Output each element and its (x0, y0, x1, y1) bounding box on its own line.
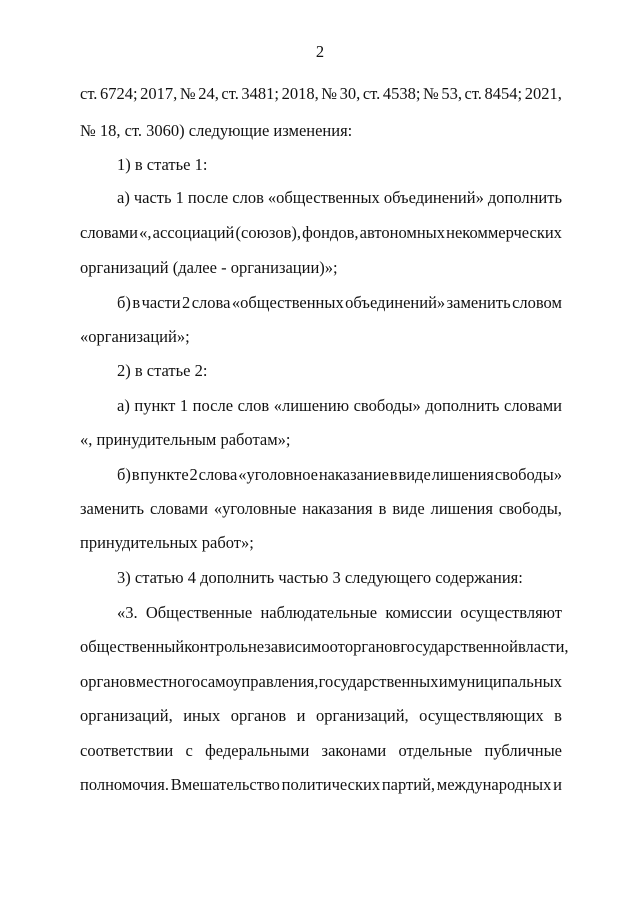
word: государственной (400, 637, 518, 656)
word: 2021, (524, 84, 562, 103)
word: от (329, 637, 345, 656)
quote-line (117, 603, 562, 623)
word: свободы» (353, 396, 421, 415)
word: лишения (430, 499, 493, 518)
word: ассоциаций (152, 223, 235, 242)
word: объединений» (345, 293, 446, 312)
word: наказания (302, 499, 373, 518)
word: виде (392, 499, 425, 518)
word: Общественные (145, 603, 253, 622)
word: отдельные (398, 741, 473, 760)
word: пункт (134, 396, 176, 415)
word: общественный (80, 637, 185, 656)
word: пункте (140, 465, 189, 484)
list-item-heading: 1) в статье 1: (117, 155, 208, 174)
word: ст. (80, 84, 98, 103)
word: 24, (198, 84, 219, 103)
word: с (185, 741, 193, 760)
word: комиссии (385, 603, 453, 622)
paragraph-line (117, 465, 562, 485)
word: международных (436, 775, 552, 794)
word: 3481; (241, 84, 279, 103)
word: а) (117, 188, 130, 207)
word: № (321, 84, 338, 103)
word: «общественных (267, 188, 380, 207)
word: дополнить (425, 396, 500, 415)
word: власти, (517, 637, 569, 656)
word: слов (237, 396, 270, 415)
word: в (131, 465, 140, 484)
word: государственных (318, 672, 439, 691)
word: словом (512, 293, 562, 312)
word: в (389, 465, 398, 484)
word: 53, (441, 84, 462, 103)
word: 2018, (281, 84, 319, 103)
word: осуществляют (460, 603, 562, 622)
paragraph-line: № 18, ст. 3060) следующие изменения: (80, 121, 353, 140)
word: и (438, 672, 448, 691)
word: политических (281, 775, 381, 794)
word: независимо (247, 637, 330, 656)
word: дополнить (487, 188, 562, 207)
word: партий, (381, 775, 436, 794)
word: «уголовное (238, 465, 318, 484)
word: свободы» (494, 465, 562, 484)
word: 30, (339, 84, 361, 103)
word: 1 (179, 396, 189, 415)
quote-line (80, 706, 562, 726)
paragraph-line (80, 499, 562, 519)
word: словами (504, 396, 562, 415)
word: № (422, 84, 439, 103)
word: свободы, (498, 499, 562, 518)
paragraph-line: «, принудительным работам»; (80, 430, 291, 449)
word: заменить (80, 499, 145, 518)
word: фондов, (302, 223, 359, 242)
word: законами (321, 741, 387, 760)
word: «3. (117, 603, 138, 622)
paragraph-line: «организаций»; (80, 327, 190, 346)
word: словами (149, 499, 208, 518)
word: слов (232, 188, 264, 207)
list-item-heading: 3) статью 4 дополнить частью 3 следующего содержания: (117, 568, 523, 587)
word: виде (398, 465, 431, 484)
word: наказание (318, 465, 389, 484)
word: местного (135, 672, 201, 691)
word: 2 (189, 465, 198, 484)
list-item-heading: 2) в статье 2: (117, 361, 208, 380)
word: слова (191, 293, 231, 312)
paragraph-line: принудительных работ»; (80, 533, 254, 552)
word: часть (133, 188, 172, 207)
word: публичные (484, 741, 562, 760)
word: ст. (362, 84, 381, 103)
word: «, (139, 223, 152, 242)
quote-line (80, 637, 569, 657)
word: «уголовные (213, 499, 297, 518)
word: после (192, 396, 234, 415)
word: ст. (221, 84, 239, 103)
paragraph-line (80, 223, 562, 243)
word: наблюдательные (260, 603, 378, 622)
word: организаций, (315, 706, 409, 725)
word: федеральными (205, 741, 310, 760)
word: а) (117, 396, 130, 415)
word: Вмешательство (170, 775, 280, 794)
word: полномочия. (80, 775, 169, 794)
word: в (378, 499, 387, 518)
word: осуществляющих (419, 706, 544, 725)
page-number: 2 (315, 42, 325, 61)
word: и (553, 775, 562, 794)
word: заменить (446, 293, 511, 312)
word: соответствии (80, 741, 174, 760)
word: после (187, 188, 229, 207)
word: органов (344, 637, 401, 656)
paragraph-line (117, 293, 562, 313)
word: самоуправления, (200, 672, 319, 691)
word: 2017, (140, 84, 178, 103)
word: № (179, 84, 196, 103)
paragraph-line: организаций (далее - организации)»; (80, 258, 338, 277)
word: некоммерческих (446, 223, 562, 242)
word: б) (117, 293, 131, 312)
word: иных (183, 706, 221, 725)
word: словами (80, 223, 138, 242)
paragraph-line (80, 84, 562, 104)
quote-line (80, 672, 562, 692)
word: органов (80, 672, 136, 691)
word: лишения (431, 465, 494, 484)
quote-line (80, 741, 562, 761)
word: ст. (464, 84, 482, 103)
word: автономных (359, 223, 445, 242)
word: организаций, (80, 706, 173, 725)
word: «общественных (231, 293, 344, 312)
word: 1 (175, 188, 184, 207)
word: 6724; (100, 84, 138, 103)
word: в (554, 706, 562, 725)
word: контроль (184, 637, 248, 656)
word: 2 (182, 293, 191, 312)
word: б) (117, 465, 131, 484)
word: органов (230, 706, 287, 725)
word: объединений» (383, 188, 484, 207)
word: муниципальных (447, 672, 562, 691)
word: в (132, 293, 141, 312)
word: 8454; (484, 84, 523, 103)
word: «лишению (273, 396, 350, 415)
paragraph-line (117, 188, 562, 208)
word: части (141, 293, 181, 312)
quote-line (80, 775, 562, 795)
word: (союзов), (235, 223, 302, 242)
word: и (296, 706, 306, 725)
paragraph-line (117, 396, 562, 416)
word: слова (198, 465, 238, 484)
word: 4538; (382, 84, 421, 103)
